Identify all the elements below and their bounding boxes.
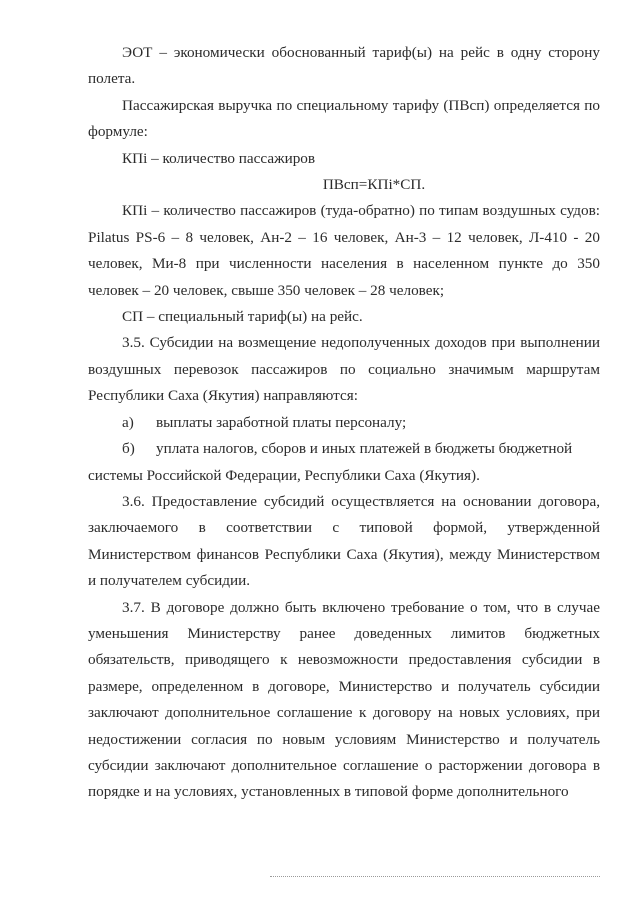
paragraph-eot: ЭОТ – экономически обоснованный тариф(ы) на рейс в одну сторону полета.	[88, 44, 600, 88]
list-marker-b: б)	[122, 440, 135, 458]
paragraph-sp-definition: СП – специальный тариф(ы) на рейс.	[122, 308, 363, 326]
paragraph-kpi-definition: КПi – количество пассажиров	[122, 149, 316, 167]
list-text-b: уплата налогов, сборов и иных платежей в бюджеты бюджетной	[156, 440, 573, 458]
document-page	[88, 40, 600, 806]
list-item-b	[88, 436, 600, 462]
list-text-a: выплаты заработной платы персоналу;	[156, 413, 407, 431]
list-marker-a: а)	[122, 413, 134, 431]
paragraph-3-5: 3.5. Субсидии на возмещение недополученных доходов при выполнении воздушных перевозок пассажиров по социально значимым маршрутам Республики Саха (Якутия) направляются:	[88, 334, 600, 405]
paragraph-3-6: 3.6. Предоставление субсидий осуществляется на основании договора, заключаемого в соответствии с типовой формой, утвержденной Министерством финансов Республики Саха (Якутия), между Министерством и получателем субсидии.	[88, 492, 600, 590]
list-text-b-continuation: системы Российской Федерации, Республики Саха (Якутия).	[88, 466, 480, 484]
paragraph-3-7: 3.7. В договоре должно быть включено требование о том, что в случае уменьшения Министерству ранее доведенных лимитов бюджетных обязательств, приводящего к невозможности предоставления субсидии в размере, определенном в договоре, Министерство и получатель субсидии заключают дополнительное соглашение к договору на новых условиях, при недостижении согласия по новым условиям Министерство и получатель субсидии заключают дополнительное соглашение о расторжении договора в порядке и на условиях, установленных в типовой форме дополнительного	[88, 598, 600, 801]
list-item-a	[88, 410, 600, 436]
page-bottom-divider	[270, 876, 600, 877]
paragraph-revenue-formula-intro: Пассажирская выручка по специальному тарифу (ПВсп) определяется по формуле:	[88, 96, 600, 141]
formula: ПВсп=КПi*СП.	[322, 176, 426, 194]
paragraph-kpi-aircraft-types: КПi – количество пассажиров (туда-обратно) по типам воздушных судов: Pilatus PS-6 – 8 человек, Ан-2 – 16 человек, Ан-3 – 12 человек, Л-410 - 20 человек, Ми-8 при численности населения в населенном пункте до 350 человек – 20 человек, свыше 350 человек – 28 человек;	[88, 202, 600, 299]
